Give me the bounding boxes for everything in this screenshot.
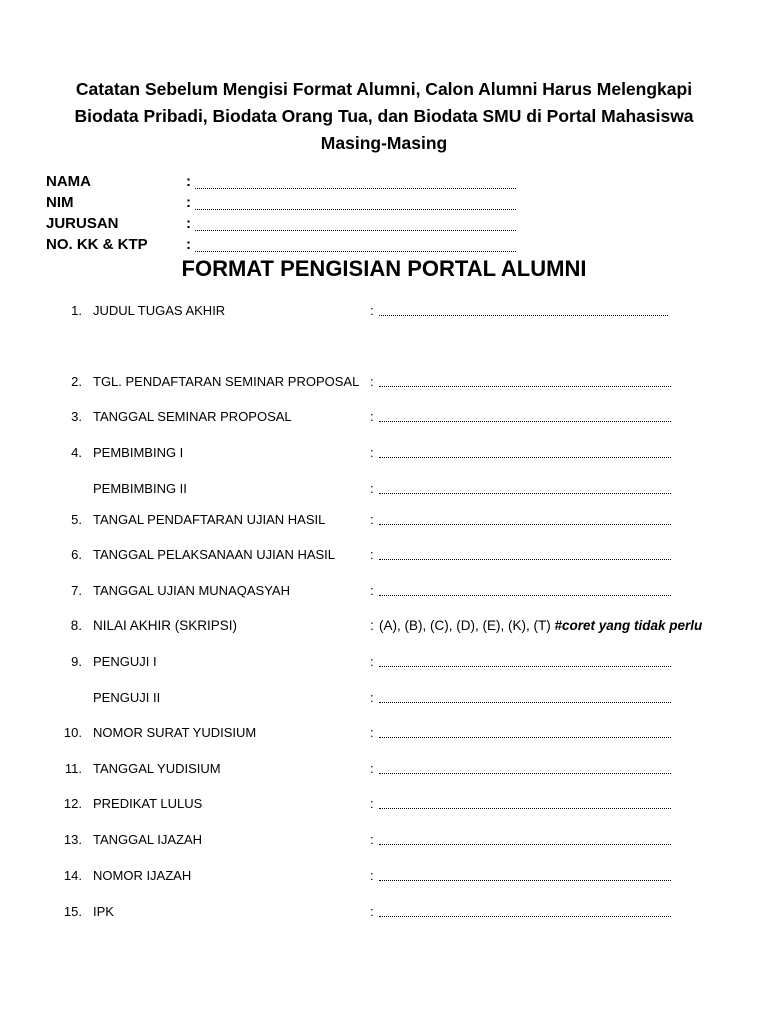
row-number: 12.	[63, 796, 82, 811]
biodata-label: NAMA	[46, 173, 91, 190]
biodata-colon: :	[186, 194, 191, 211]
biodata-colon: :	[186, 236, 191, 253]
biodata-row-kk-ktp	[46, 236, 516, 257]
fill-line[interactable]	[195, 239, 516, 252]
fill-line[interactable]	[379, 880, 671, 881]
fill-line[interactable]	[379, 386, 671, 387]
row-label: IPK	[93, 904, 114, 919]
fill-line[interactable]	[379, 524, 671, 525]
form-row	[0, 832, 768, 852]
row-colon: :	[370, 868, 374, 883]
row-label: NOMOR SURAT YUDISIUM	[93, 725, 257, 740]
row-label: TANGGAL SEMINAR PROPOSAL	[93, 409, 292, 424]
row-colon: :	[370, 690, 374, 705]
fill-line[interactable]	[379, 773, 671, 774]
strike-note: #coret yang tidak perlu	[554, 618, 703, 633]
row-label: TANGGAL YUDISIUM	[93, 761, 221, 776]
row-label: NOMOR IJAZAH	[93, 868, 192, 883]
biodata-colon: :	[186, 215, 191, 232]
row-number: 7.	[71, 583, 82, 598]
row-label: TANGGAL UJIAN MUNAQASYAH	[93, 583, 290, 598]
row-colon: :	[370, 618, 374, 633]
fill-line[interactable]	[379, 457, 671, 458]
biodata-section	[46, 173, 516, 257]
grade-options-text: (A), (B), (C), (D), (E), (K), (T)	[379, 618, 551, 633]
fill-line[interactable]	[379, 916, 671, 917]
row-label: PEMBIMBING II	[93, 481, 187, 496]
row-number: 14.	[63, 868, 82, 883]
row-number: 1.	[71, 303, 82, 318]
biodata-label: NO. KK & KTP	[46, 236, 148, 253]
fill-line[interactable]	[379, 702, 671, 703]
biodata-label: NIM	[46, 194, 74, 211]
note-line-1: Catatan Sebelum Mengisi Format Alumni, Calon Alumni Harus Melengkapi	[75, 79, 693, 99]
row-number: 6.	[71, 547, 82, 562]
fill-line[interactable]	[379, 493, 671, 494]
form-row	[0, 583, 768, 603]
fill-line[interactable]	[195, 176, 516, 189]
form-row	[0, 618, 768, 638]
form-row	[0, 445, 768, 465]
row-colon: :	[370, 725, 374, 740]
fill-line[interactable]	[379, 421, 671, 422]
biodata-row-nama	[46, 173, 516, 194]
row-number: 2.	[71, 374, 82, 389]
biodata-colon: :	[186, 173, 191, 190]
form-row	[0, 481, 768, 501]
row-label: PEMBIMBING I	[93, 445, 184, 460]
row-label: JUDUL TUGAS AKHIR	[93, 303, 226, 318]
form-row	[0, 904, 768, 924]
row-number: 10.	[63, 725, 82, 740]
note-line-2: Biodata Pribadi, Biodata Orang Tua, dan Biodata SMU di Portal Mahasiswa	[74, 106, 694, 126]
instruction-note	[50, 76, 718, 157]
row-label: TGL. PENDAFTARAN SEMINAR PROPOSAL	[93, 374, 360, 389]
row-colon: :	[370, 547, 374, 562]
fill-line[interactable]	[379, 737, 671, 738]
row-label: TANGAL PENDAFTARAN UJIAN HASIL	[93, 512, 326, 527]
row-label: PENGUJI II	[93, 690, 161, 705]
fill-line[interactable]	[195, 218, 516, 231]
biodata-row-nim	[46, 194, 516, 215]
row-colon: :	[370, 481, 374, 496]
fill-line[interactable]	[379, 595, 671, 596]
row-label: NILAI AKHIR (SKRIPSI)	[93, 618, 238, 633]
fill-line[interactable]	[379, 666, 671, 667]
row-colon: :	[370, 583, 374, 598]
row-number: 15.	[63, 904, 82, 919]
fill-line[interactable]	[379, 808, 671, 809]
form-row	[0, 409, 768, 429]
row-number: 8.	[70, 618, 82, 633]
fill-line[interactable]	[379, 844, 671, 845]
form-row	[0, 512, 768, 532]
row-colon: :	[370, 512, 374, 527]
row-number: 4.	[71, 445, 82, 460]
row-label: TANGGAL PELAKSANAAN UJIAN HASIL	[93, 547, 336, 562]
grade-options[interactable]	[379, 618, 702, 633]
row-label: PENGUJI I	[93, 654, 157, 669]
row-colon: :	[370, 761, 374, 776]
form-row	[0, 547, 768, 567]
row-colon: :	[370, 374, 374, 389]
fill-line[interactable]	[195, 197, 516, 210]
row-label: TANGGAL IJAZAH	[93, 832, 203, 847]
row-colon: :	[370, 796, 374, 811]
row-colon: :	[370, 654, 374, 669]
form-row	[0, 761, 768, 781]
row-colon: :	[370, 904, 374, 919]
row-colon: :	[370, 445, 374, 460]
row-label: PREDIKAT LULUS	[93, 796, 203, 811]
form-row	[0, 690, 768, 710]
form-row	[0, 725, 768, 745]
row-number: 13.	[63, 832, 82, 847]
row-number: 9.	[71, 654, 82, 669]
note-line-3: Masing-Masing	[320, 133, 448, 153]
form-row	[0, 303, 768, 323]
row-number: 11.	[64, 761, 82, 776]
form-heading: FORMAT PENGISIAN PORTAL ALUMNI	[181, 256, 587, 281]
form-row	[0, 374, 768, 394]
form-row	[0, 654, 768, 674]
row-number: 5.	[71, 512, 82, 527]
row-colon: :	[370, 303, 374, 318]
fill-line[interactable]	[379, 315, 668, 316]
row-number: 3.	[71, 409, 82, 424]
row-colon: :	[370, 409, 374, 424]
biodata-row-jurusan	[46, 215, 516, 236]
form-row	[0, 868, 768, 888]
form-row	[0, 796, 768, 816]
biodata-label: JURUSAN	[46, 215, 119, 232]
row-colon: :	[370, 832, 374, 847]
fill-line[interactable]	[379, 559, 671, 560]
